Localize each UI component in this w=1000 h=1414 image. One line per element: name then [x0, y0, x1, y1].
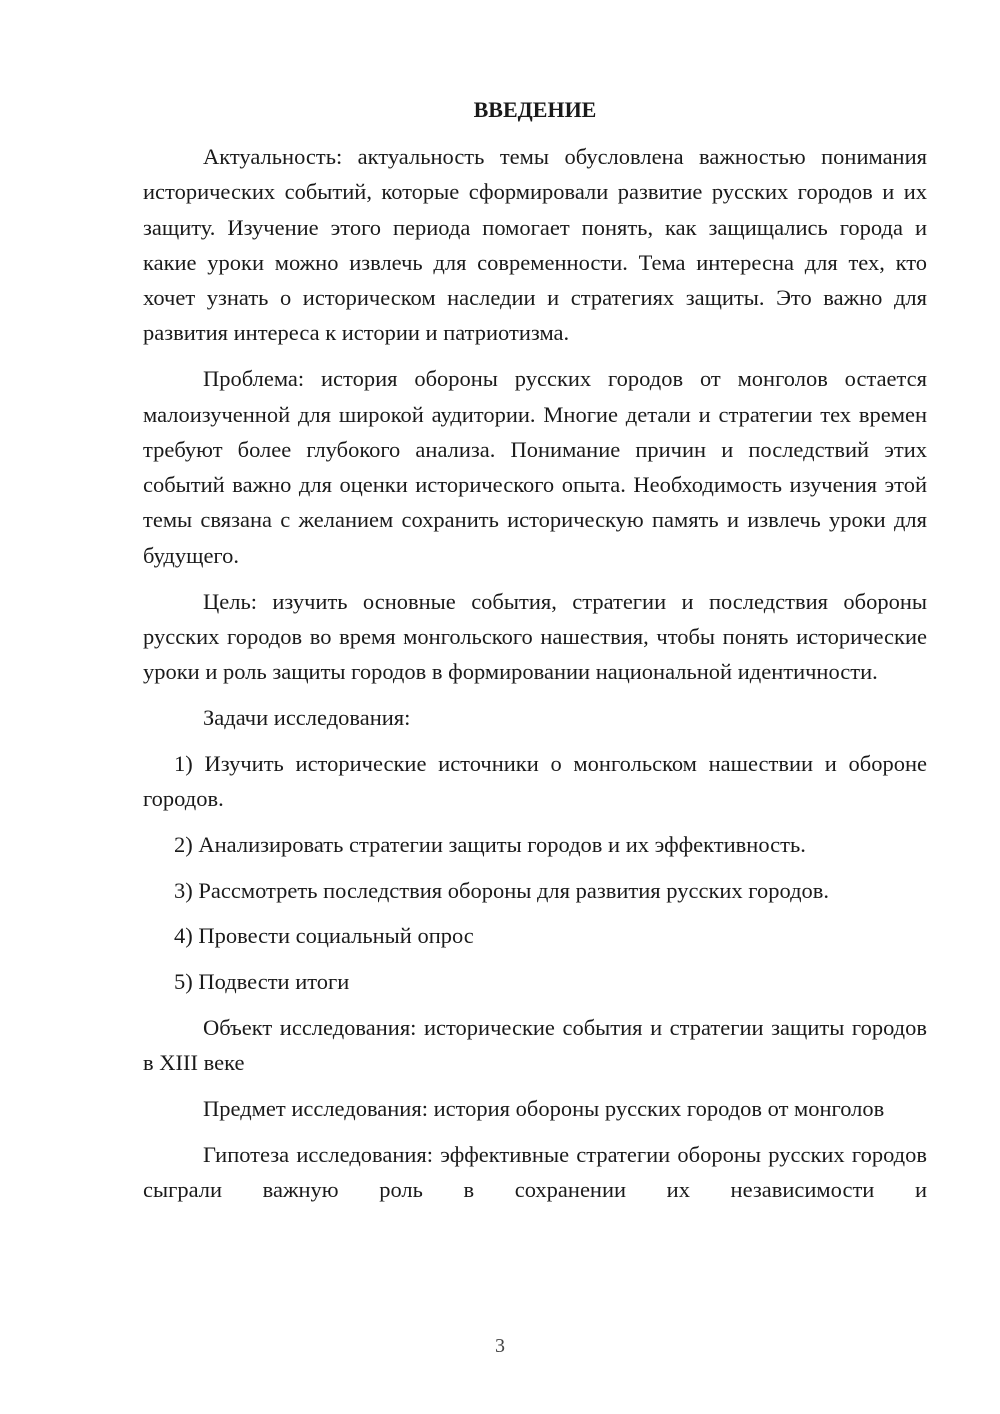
- tasks-heading: Задачи исследования:: [203, 704, 411, 730]
- paragraph-goal: Цель: изучить основные события, стратегии и последствия обороны русских городов во время монгольского нашествия, чтобы понять исторические уроки и роль защиты городов в формировании национальной идентичности.: [143, 588, 927, 685]
- section-title: ВВЕДЕНИЕ: [473, 97, 597, 122]
- document-page: [143, 95, 927, 1218]
- paragraph-relevance: Актуальность: актуальность темы обусловлена важностью понимания исторических событий, которые сформировали развитие русских городов и их защиту. Изучение этого периода помогает понять, как защищались города и какие уроки можно извлечь для современности. Тема интересна для тех, кто хочет узнать о историческом наследии и стратегиях защиты. Это важно для развития интереса к истории и патриотизма.: [143, 144, 927, 346]
- task-item-3: 3) Рассмотреть последствия обороны для развития русских городов.: [174, 877, 830, 903]
- task-item-4: 4) Провести социальный опрос: [174, 923, 474, 949]
- page-number: 3: [495, 1335, 505, 1357]
- paragraph-object: Объект исследования: исторические события и стратегии защиты городов в XIII веке: [143, 1015, 927, 1076]
- task-item-5: 5) Подвести итоги: [174, 969, 350, 995]
- task-item-2: 2) Анализировать стратегии защиты городов и их эффективность.: [174, 831, 806, 857]
- paragraph-subject: Предмет исследования: история обороны русских городов от монголов: [203, 1096, 885, 1122]
- paragraph-problem: Проблема: история обороны русских городов от монголов остается малоизученной для широкой аудитории. Многие детали и стратегии тех времен требуют более глубокого анализа. Понимание причин и последствий этих событий важно для оценки исторического опыта. Необходимость изучения этой темы связана с желанием сохранить историческую память и извлечь уроки для будущего.: [143, 366, 927, 568]
- task-item-1: 1) Изучить исторические источники о монгольском нашествии и обороне городов.: [143, 750, 927, 812]
- paragraph-hypothesis: Гипотеза исследования: эффективные стратегии обороны русских городов сыграли важную роль в сохранении их независимости и: [143, 1141, 927, 1203]
